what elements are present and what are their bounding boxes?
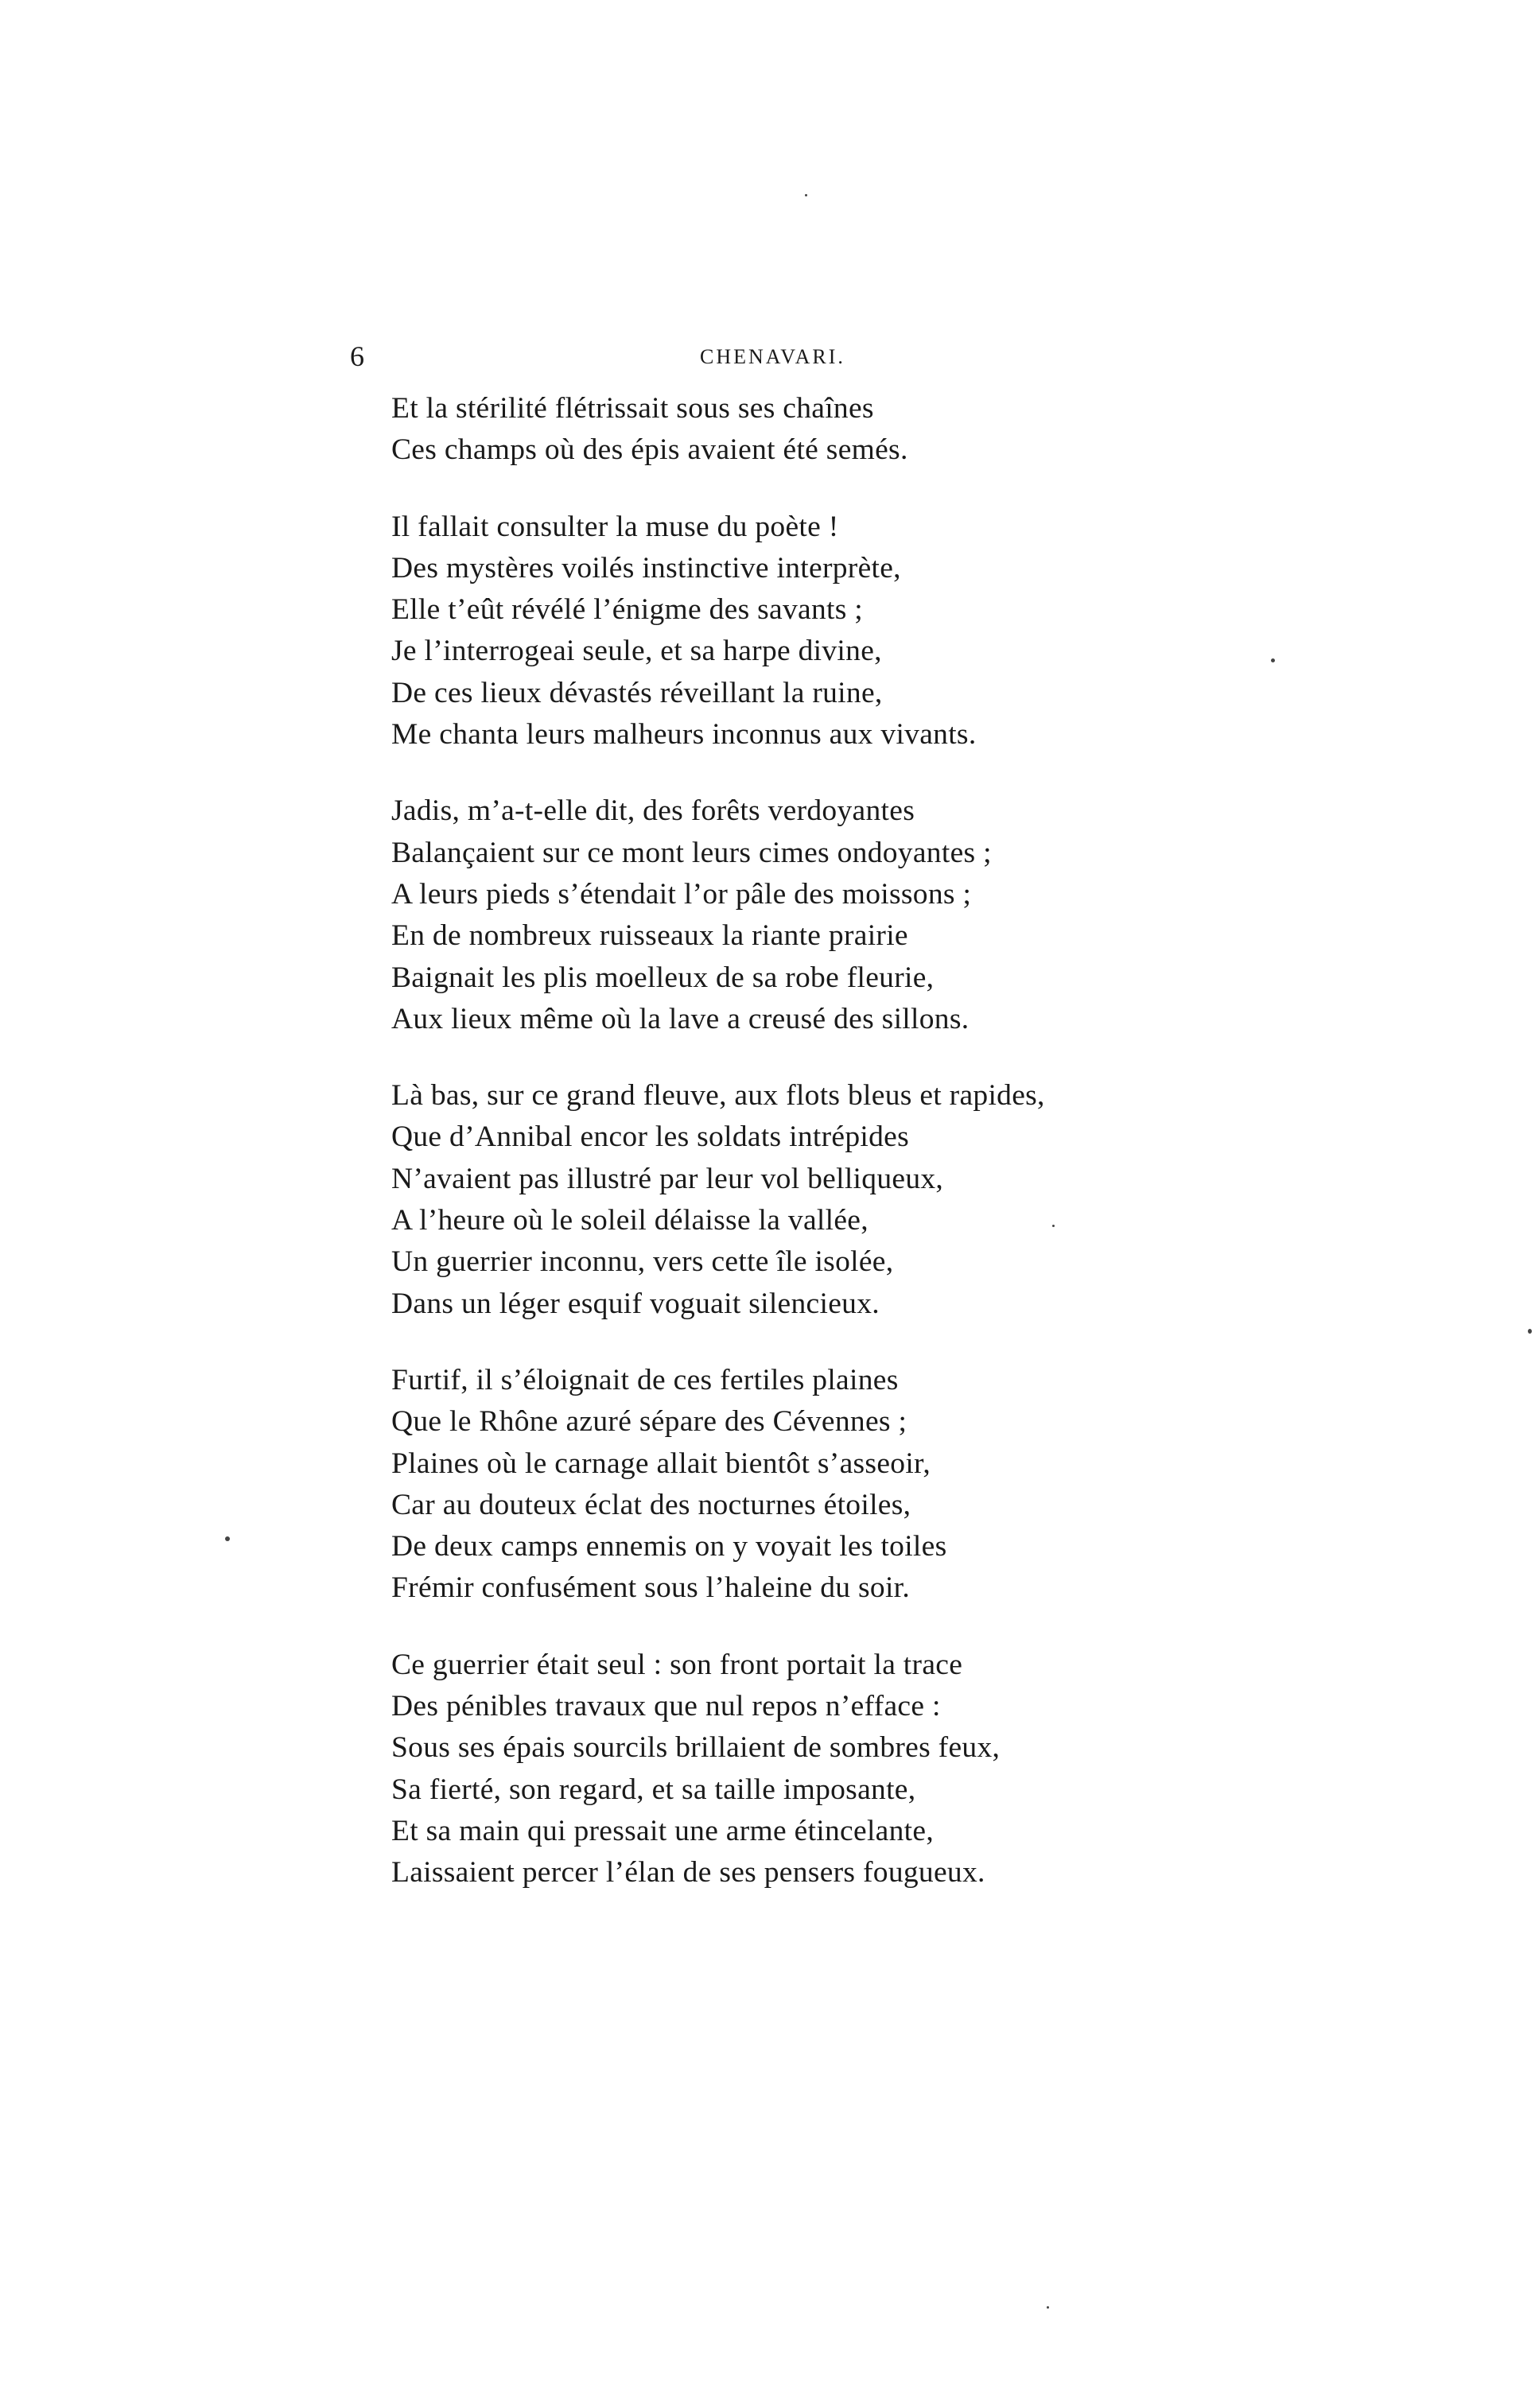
verse-line: Ces champs où des épis avaient été semés. xyxy=(391,433,908,467)
verse-line: Que d’Annibal encor les soldats intrépides xyxy=(391,1120,909,1154)
running-head xyxy=(350,340,1145,372)
stanza xyxy=(391,1075,1266,1325)
verse-line: Des mystères voilés instinctive interprète, xyxy=(391,551,901,585)
running-title: CHENAVARI. xyxy=(700,345,845,368)
verse-line: Je l’interrogeai seule, et sa harpe divine, xyxy=(391,635,882,668)
verse-line: Aux lieux même où la lave a creusé des sillons. xyxy=(391,1002,970,1035)
verse-line: Car au douteux éclat des nocturnes étoiles, xyxy=(391,1488,911,1521)
scan-speck xyxy=(1052,1225,1055,1227)
verse-line: Là bas, sur ce grand fleuve, aux flots bleus et rapides, xyxy=(391,1079,1045,1113)
verse-line: Balançaient sur ce mont leurs cimes ondoyantes ; xyxy=(391,836,992,869)
stanza xyxy=(391,507,1266,756)
page-number: 6 xyxy=(350,340,364,372)
verse-line: Furtif, il s’éloignait de ces fertiles plaines xyxy=(391,1363,899,1396)
scan-speck xyxy=(1528,1329,1532,1334)
verse-line: Un guerrier inconnu, vers cette île isolée, xyxy=(391,1245,894,1279)
stanza xyxy=(391,388,1266,472)
scan-speck xyxy=(225,1536,230,1541)
verse-line: Ce guerrier était seul : son front portait la trace xyxy=(391,1648,963,1681)
verse-line: Frémir confusément sous l’haleine du soir. xyxy=(391,1571,911,1605)
verse-line: Des pénibles travaux que nul repos n’efface : xyxy=(391,1690,941,1723)
stanza xyxy=(391,790,1266,1040)
verse-line: De deux camps ennemis on y voyait les toiles xyxy=(391,1530,947,1563)
poem-body xyxy=(391,388,1266,1929)
verse-line: Sa fierté, son regard, et sa taille imposante, xyxy=(391,1773,916,1806)
scan-speck xyxy=(1271,658,1275,662)
verse-line: Baignait les plis moelleux de sa robe fleurie, xyxy=(391,961,935,994)
verse-line: Laissaient percer l’élan de ses pensers fougueux. xyxy=(391,1856,985,1890)
verse-line: Dans un léger esquif voguait silencieux. xyxy=(391,1287,880,1320)
stanza xyxy=(391,1645,1266,1894)
verse-line: A leurs pieds s’étendait l’or pâle des moissons ; xyxy=(391,877,972,911)
verse-line: Que le Rhône azuré sépare des Cévennes ; xyxy=(391,1405,907,1439)
scan-speck xyxy=(805,194,807,196)
stanza xyxy=(391,1360,1266,1610)
verse-line: A l’heure où le soleil délaisse la vallée, xyxy=(391,1204,869,1237)
verse-line: En de nombreux ruisseaux la riante prairie xyxy=(391,919,908,953)
scan-speck xyxy=(1047,2306,1049,2309)
verse-line: N’avaient pas illustré par leur vol belliqueux, xyxy=(391,1162,944,1195)
verse-line: Plaines où le carnage allait bientôt s’asseoir, xyxy=(391,1447,931,1480)
verse-line: Jadis, m’a-t-elle dit, des forêts verdoyantes xyxy=(391,794,915,828)
verse-line: Et sa main qui pressait une arme étincelante, xyxy=(391,1814,934,1847)
verse-line: Il fallait consulter la muse du poète ! xyxy=(391,510,839,543)
verse-line: De ces lieux dévastés réveillant la ruine, xyxy=(391,676,883,709)
verse-line: Elle t’eût révélé l’énigme des savants ; xyxy=(391,593,864,627)
verse-line: Et la stérilité flétrissait sous ses chaînes xyxy=(391,392,874,425)
verse-line: Sous ses épais sourcils brillaient de sombres feux, xyxy=(391,1731,1001,1765)
verse-line: Me chanta leurs malheurs inconnus aux vivants. xyxy=(391,718,977,752)
